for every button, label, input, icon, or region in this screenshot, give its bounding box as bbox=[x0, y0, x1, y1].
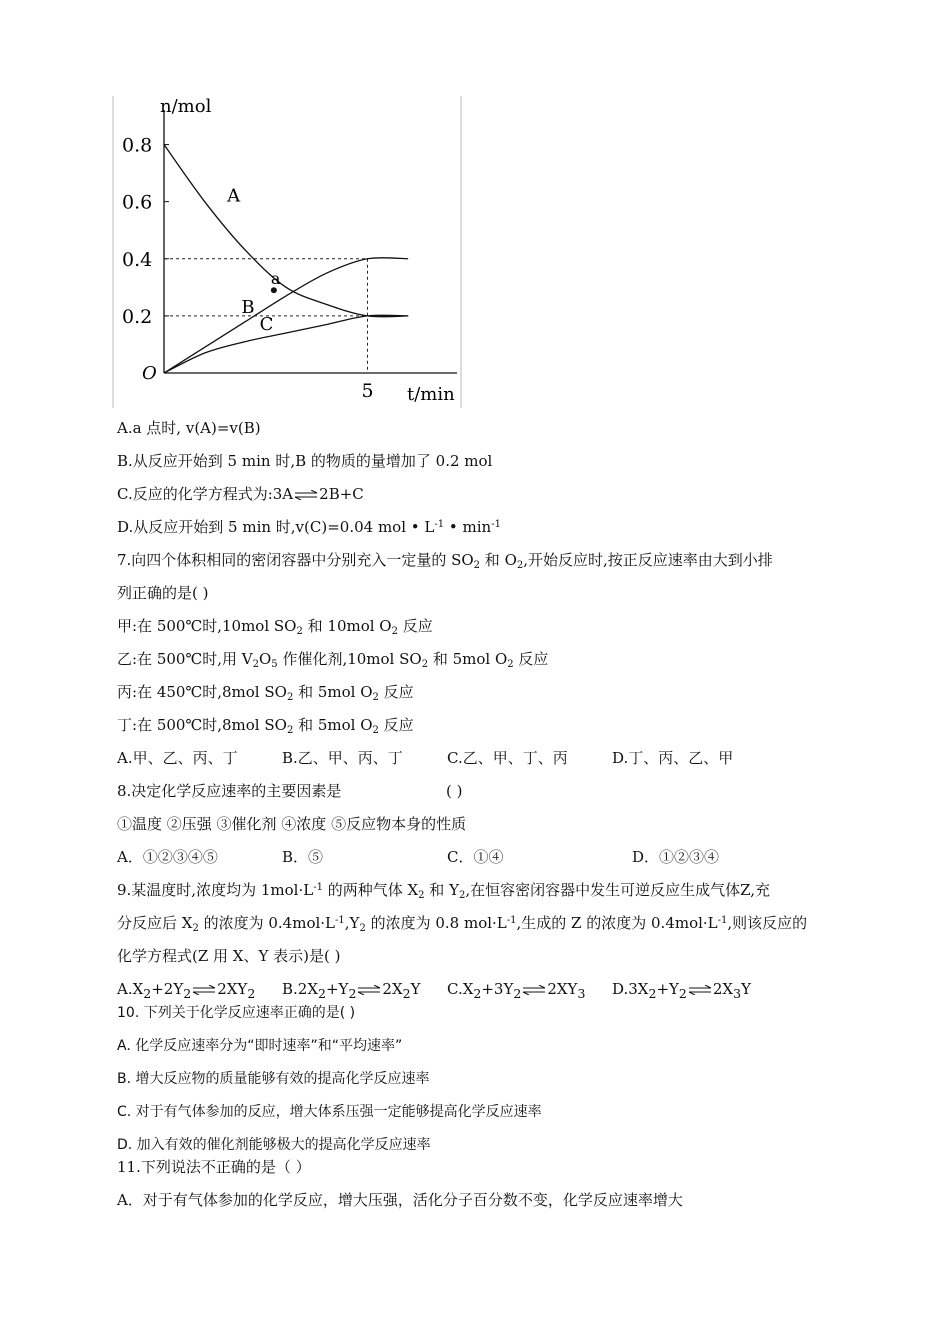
q7-text: 反应 bbox=[378, 716, 414, 734]
equilibrium-arrow-icon bbox=[192, 985, 216, 995]
chart-svg bbox=[112, 96, 462, 408]
reaction-chart bbox=[112, 96, 462, 408]
q7-text: 反应 bbox=[513, 650, 549, 668]
subscript: 2 bbox=[402, 986, 411, 1001]
q6-option-d bbox=[117, 517, 501, 537]
subscript: 2 bbox=[192, 923, 199, 934]
q7-text: 反应 bbox=[397, 617, 433, 635]
q9-text: ,则该反应的 bbox=[727, 914, 808, 932]
q9-d-text: D.3X bbox=[612, 980, 649, 998]
subscript: 2 bbox=[418, 890, 425, 901]
subscript: 2 bbox=[372, 692, 379, 703]
q9-text: 和 Y bbox=[424, 881, 459, 899]
q10-stem: 10. 下列关于化学反应速率正确的是( ) bbox=[117, 1005, 356, 1021]
subscript: 5 bbox=[271, 659, 278, 670]
q9-text: 分反应后 X bbox=[117, 914, 193, 932]
q8-option-a: A．①②③④⑤ bbox=[117, 848, 218, 866]
superscript: -1 bbox=[491, 519, 501, 530]
q9-a-text: 2XY bbox=[217, 980, 248, 998]
q9-c-text: +3Y bbox=[481, 980, 514, 998]
q8-option-b: B．⑤ bbox=[282, 848, 324, 866]
q9-b-text: Y bbox=[410, 980, 421, 998]
q7-option-c: C.乙、甲、丁、丙 bbox=[447, 749, 568, 767]
subscript: 2 bbox=[318, 986, 326, 1001]
y-tick-label: 0.4 bbox=[122, 248, 153, 271]
superscript: -1 bbox=[506, 915, 517, 926]
q7-jia bbox=[117, 616, 433, 636]
q7-text: O bbox=[258, 650, 272, 668]
subscript: 2 bbox=[473, 986, 482, 1001]
q7-text: 作催化剂,10mol SO bbox=[277, 650, 422, 668]
equilibrium-arrow-icon bbox=[357, 985, 381, 995]
q11-stem: 11.下列说法不正确的是（ ） bbox=[117, 1158, 311, 1176]
q9-d-text: Y bbox=[741, 980, 751, 998]
q7-yi bbox=[117, 649, 548, 669]
q6-c-text: C.反应的化学方程式为:3A bbox=[117, 485, 294, 503]
q7-text: 7.向四个体积相同的密闭容器中分别充入一定量的 SO bbox=[117, 551, 474, 569]
subscript: 2 bbox=[348, 986, 357, 1001]
q9-text: ,在恒容密闭容器中发生可逆反应生成气体Z,充 bbox=[465, 881, 771, 899]
superscript: -1 bbox=[717, 915, 728, 926]
q8-option-d: D．①②③④ bbox=[632, 848, 720, 866]
subscript: 2 bbox=[286, 725, 294, 736]
q9-stem-line1 bbox=[117, 880, 770, 900]
q10-option-b: B. 增大反应物的质量能够有效的提高化学反应速率 bbox=[117, 1071, 430, 1087]
q7-text: 和 5mol O bbox=[428, 650, 508, 668]
q7-stem-line2: 列正确的是( ) bbox=[117, 584, 209, 602]
q9-option-c bbox=[447, 979, 585, 1004]
subscript: 2 bbox=[507, 659, 514, 670]
q7-text: ,开始反应时,按正反应速率由大到小排 bbox=[523, 551, 773, 569]
q9-a-text: +2Y bbox=[151, 980, 184, 998]
x-tick-label: 5 bbox=[361, 380, 374, 402]
subscript: 2 bbox=[458, 890, 466, 901]
subscript: 2 bbox=[247, 986, 256, 1001]
q7-text: 和 O bbox=[480, 551, 517, 569]
q7-text: 反应 bbox=[378, 683, 414, 701]
subscript: 2 bbox=[648, 986, 657, 1001]
q7-ding bbox=[117, 715, 414, 735]
q8-factors: ①温度 ②压强 ③催化剂 ④浓度 ⑤反应物本身的性质 bbox=[117, 815, 467, 833]
q9-text: 的两种气体 X bbox=[322, 881, 419, 899]
subscript: 2 bbox=[421, 659, 429, 670]
q9-text: 的浓度为 0.8 mol·L bbox=[365, 914, 507, 932]
q7-text: 丁:在 500℃时,8mol SO bbox=[117, 716, 287, 734]
subscript: 2 bbox=[296, 626, 303, 637]
q7-text: 甲:在 500℃时,10mol SO bbox=[117, 617, 297, 635]
series-label-B: B bbox=[241, 297, 255, 319]
subscript: 2 bbox=[286, 692, 294, 703]
q6-option-c bbox=[117, 484, 364, 504]
q10-option-c: C. 对于有气体参加的反应，增大体系压强一定能够提高化学反应速率 bbox=[117, 1104, 542, 1120]
subscript: 2 bbox=[391, 626, 398, 637]
series-line-C bbox=[164, 315, 408, 373]
subscript: 3 bbox=[733, 986, 742, 1001]
subscript: 2 bbox=[183, 986, 192, 1001]
origin-label: O bbox=[142, 363, 157, 384]
subscript: 2 bbox=[516, 560, 524, 571]
series-label-C: C bbox=[259, 314, 274, 336]
q9-b-text: B.2X bbox=[282, 980, 319, 998]
point-label: a bbox=[270, 269, 281, 289]
q9-d-text: 2X bbox=[712, 980, 734, 998]
q7-bing bbox=[117, 682, 414, 702]
series-label-A: A bbox=[227, 185, 241, 207]
subscript: 2 bbox=[372, 725, 379, 736]
q7-text: 丙:在 450℃时,8mol SO bbox=[117, 683, 287, 701]
q7-text: 和 5mol O bbox=[293, 716, 373, 734]
q6-c-products: 2B+C bbox=[319, 485, 364, 503]
q7-stem-line1 bbox=[117, 550, 773, 570]
equilibrium-arrow-icon bbox=[294, 490, 318, 500]
subscript: 2 bbox=[513, 986, 522, 1001]
superscript: -1 bbox=[434, 519, 445, 530]
q10-option-d: D. 加入有效的催化剂能够极大的提高化学反应速率 bbox=[117, 1137, 431, 1153]
q9-stem-line3: 化学方程式(Z 用 X、Y 表示)是( ) bbox=[117, 947, 341, 965]
q9-option-a bbox=[117, 979, 255, 1004]
superscript: -1 bbox=[313, 882, 323, 893]
x-axis-label: t/min bbox=[407, 384, 455, 405]
q9-text: ,Y bbox=[344, 914, 360, 932]
equilibrium-arrow-icon bbox=[522, 985, 546, 995]
subscript: 2 bbox=[473, 560, 481, 571]
q10-option-a: A. 化学反应速率分为“即时速率”和“平均速率” bbox=[117, 1038, 403, 1054]
q9-b-text: +Y bbox=[325, 980, 349, 998]
q9-text: ,生成的 Z 的浓度为 0.4mol·L bbox=[516, 914, 718, 932]
q6-d-text: D.从反应开始到 5 min 时,v(C)=0.04 mol • L bbox=[117, 518, 435, 536]
y-tick-label: 0.8 bbox=[122, 134, 153, 157]
q6-d-unit: • min bbox=[444, 518, 492, 536]
superscript: -1 bbox=[335, 915, 345, 926]
subscript: 2 bbox=[252, 659, 259, 670]
y-tick-label: 0.2 bbox=[122, 305, 153, 328]
q9-option-d bbox=[612, 979, 751, 1004]
q7-text: 和 5mol O bbox=[293, 683, 373, 701]
equilibrium-arrow-icon bbox=[688, 985, 712, 995]
subscript: 3 bbox=[577, 986, 586, 1001]
q8-answer-paren: ( ) bbox=[446, 782, 463, 800]
q7-option-b: B.乙、甲、丙、丁 bbox=[282, 749, 403, 767]
q7-text: 和 10mol O bbox=[302, 617, 392, 635]
subscript: 2 bbox=[359, 923, 366, 934]
q9-stem-line2 bbox=[117, 913, 807, 933]
q7-option-d: D.丁、丙、乙、甲 bbox=[612, 749, 734, 767]
q7-text: 乙:在 500℃时,用 V bbox=[117, 650, 253, 668]
q9-c-text: C.X bbox=[447, 980, 474, 998]
q9-b-text: 2X bbox=[382, 980, 403, 998]
q8-option-c: C．①④ bbox=[447, 848, 504, 866]
subscript: 2 bbox=[143, 986, 152, 1001]
q9-text: 9.某温度时,浓度均为 1mol·L bbox=[117, 881, 314, 899]
series-line-A bbox=[164, 145, 408, 317]
q9-c-text: 2XY bbox=[547, 980, 578, 998]
q9-option-b bbox=[282, 979, 421, 1004]
q9-d-text: +Y bbox=[656, 980, 679, 998]
y-axis-label: n/mol bbox=[160, 96, 212, 117]
q6-option-b: B.从反应开始到 5 min 时,B 的物质的量增加了 0.2 mol bbox=[117, 452, 493, 470]
q11-option-a: A．对于有气体参加的化学反应，增大压强，活化分子百分数不变，化学反应速率增大 bbox=[117, 1191, 683, 1209]
q9-a-text: A.X bbox=[117, 980, 144, 998]
q7-option-a: A.甲、乙、丙、丁 bbox=[117, 749, 238, 767]
q9-text: 的浓度为 0.4mol·L bbox=[198, 914, 336, 932]
subscript: 2 bbox=[678, 986, 687, 1001]
q6-option-a: A.a 点时, v(A)=v(B) bbox=[117, 419, 261, 437]
y-tick-label: 0.6 bbox=[122, 191, 153, 214]
q8-stem: 8.决定化学反应速率的主要因素是 bbox=[117, 782, 342, 800]
